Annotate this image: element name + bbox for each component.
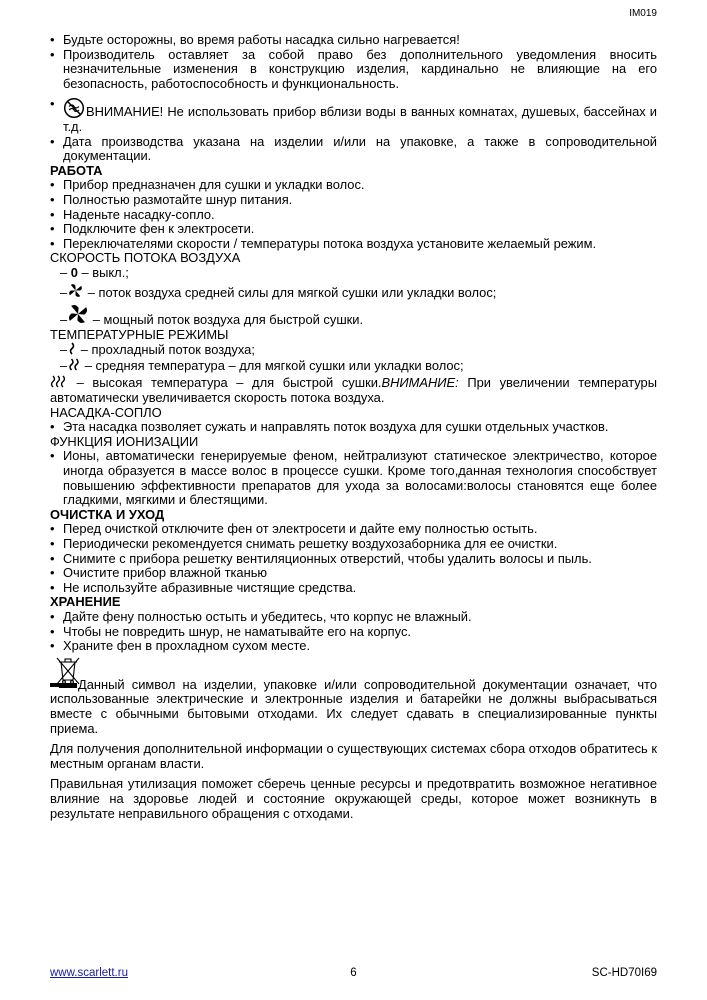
dash: – — [60, 284, 68, 300]
warning-hot-nozzle: • Будьте осторожны, во время работы насадка сильно нагревается! — [50, 33, 657, 48]
temperature-high-text: – высокая температура – для быстрой сушки. — [76, 375, 382, 391]
operation-item: • Полностью размотайте шнур питания. — [50, 193, 657, 208]
disposal-info: Для получения дополнительной информации о существующих системах сбора отходов обратитесь к местным органам власти. — [50, 741, 657, 771]
temperature-attention-label: ВНИМАНИЕ: — [381, 375, 459, 391]
airflow-off — [50, 266, 657, 281]
cleaning-item: • Перед очисткой отключите фен от электросети и дайте ему полностью остыть. — [50, 522, 657, 537]
temp-low-icon — [68, 342, 76, 355]
no-water-icon — [63, 97, 85, 119]
cleaning-heading: ОЧИСТКА И УХОД — [50, 506, 165, 522]
airflow-high — [50, 304, 657, 328]
operation-item: • Наденьте насадку-сопло. — [50, 208, 657, 223]
dash: – — [60, 264, 68, 280]
operation-item: • Переключателями скорости / температуры потока воздуха установите желаемый режим. — [50, 237, 657, 252]
temperature-heading: ТЕМПЕРАТУРНЫЕ РЕЖИМЫ — [50, 326, 229, 342]
cleaning-item: • Периодически рекомендуется снимать решетку воздухозаборника для ее очистки. — [50, 537, 657, 552]
cleaning-item: • Очистите прибор влажной тканью — [50, 566, 657, 581]
cleaning-item: • Не используйте абразивные чистящие средства. — [50, 581, 657, 596]
dash: – — [60, 357, 68, 373]
weee-bar-icon — [50, 683, 77, 687]
warning-manufacturer-rights: • Производитель оставляет за собой право без дополнительного уведомления вносить незначительные изменения в конструкцию изделия, кардинально не влияющие на его безопасность, работоспособность и функциональность. — [50, 48, 657, 92]
disposal-symbol-meaning: Данный символ на изделии, упаковке и/или сопроводительной документации означает, что использованные электрические и электронные изделия и батарейки не должны выбрасываться вместе с обычными бытовыми отходами. Их следует сдавать в специализированные пункты приема. — [50, 676, 657, 736]
document-code: IM019 — [629, 8, 657, 19]
temp-medium-icon — [68, 358, 80, 371]
airflow-off-text: – выкл.; — [81, 264, 129, 280]
dash: – — [60, 342, 68, 358]
dash: – — [60, 312, 68, 328]
airflow-medium — [50, 283, 657, 301]
water-warning-text: ВНИМАНИЕ! Не использовать прибор вблизи воды в ванных комнатах, душевых, бассейнах и т.д. — [63, 104, 657, 134]
temperature-cool-text: – прохладный поток воздуха; — [80, 342, 255, 358]
instruction-text — [50, 33, 657, 821]
fan-high-icon — [68, 304, 88, 324]
operation-item: • Подключите фен к электросети. — [50, 222, 657, 237]
temperature-cool — [50, 342, 657, 358]
airflow-heading: СКОРОСТЬ ПОТОКА ВОЗДУХА — [50, 250, 241, 266]
operation-heading: РАБОТА — [50, 162, 103, 178]
storage-item: • Чтобы не повредить шнур, не наматывайте его на корпус. — [50, 625, 657, 640]
storage-heading: ХРАНЕНИЕ — [50, 594, 121, 610]
nozzle-heading: НАСАДКА-СОПЛО — [50, 404, 162, 420]
airflow-off-symbol: 0 — [70, 264, 78, 280]
ionization-item: • Ионы, автоматически генерируемые феном, нейтрализуют статическое электричество, которое иногда образуется в массе волос в процессе сушки. Кроме того,данная технология способствует повышению эффективности препаратов для ухода за волосами:волосы становятся еще более гладкими, мягкими и блестящими. — [50, 449, 657, 507]
temperature-attention-text: При увеличении температуры автоматически увеличивается скорость потока воздуха. — [50, 375, 657, 406]
airflow-medium-text: – поток воздуха средней силы для мягкой сушки или укладки волос; — [87, 284, 497, 300]
cleaning-item: • Снимите с прибора решетку вентиляционных отверстий, чтобы удалить волосы и пыль. — [50, 552, 657, 567]
ionization-heading: ФУНКЦИЯ ИОНИЗАЦИИ — [50, 433, 199, 449]
disposal-text — [50, 678, 657, 736]
temperature-medium-text: – средняя температура – для мягкой сушки или укладки волос; — [84, 357, 464, 373]
temperature-high — [50, 375, 657, 405]
temperature-medium — [50, 358, 657, 374]
water-warning — [50, 97, 657, 134]
page-number: 6 — [350, 967, 357, 979]
production-date-note: • Дата производства указана на изделии и/или на упаковке, а также в сопроводительной документации. — [50, 135, 657, 164]
page-footer — [50, 967, 657, 983]
website-link[interactable]: www.scarlett.ru — [50, 967, 128, 979]
nozzle-item: • Эта насадка позволяет сужать и направлять поток воздуха для сушки отдельных участков. — [50, 420, 657, 435]
fan-medium-icon — [68, 283, 83, 298]
model-number: SC-HD70I69 — [591, 967, 657, 979]
airflow-high-text: – мощный поток воздуха для быстрой сушки. — [92, 312, 364, 328]
storage-item: • Храните фен в прохладном сухом месте. — [50, 639, 657, 654]
operation-item: • Прибор предназначен для сушки и укладки волос. — [50, 178, 657, 193]
disposal-proper: Правильная утилизация поможет сберечь ценные ресурсы и предотвратить возможное негативное влияние на здоровье людей и состояние окружающей среды, которое может возникнуть в результате неправильного обращения с отходами. — [50, 776, 657, 821]
temp-high-icon — [50, 375, 66, 388]
storage-item: • Дайте фену полностью остыть и убедитесь, что корпус не влажный. — [50, 610, 657, 625]
